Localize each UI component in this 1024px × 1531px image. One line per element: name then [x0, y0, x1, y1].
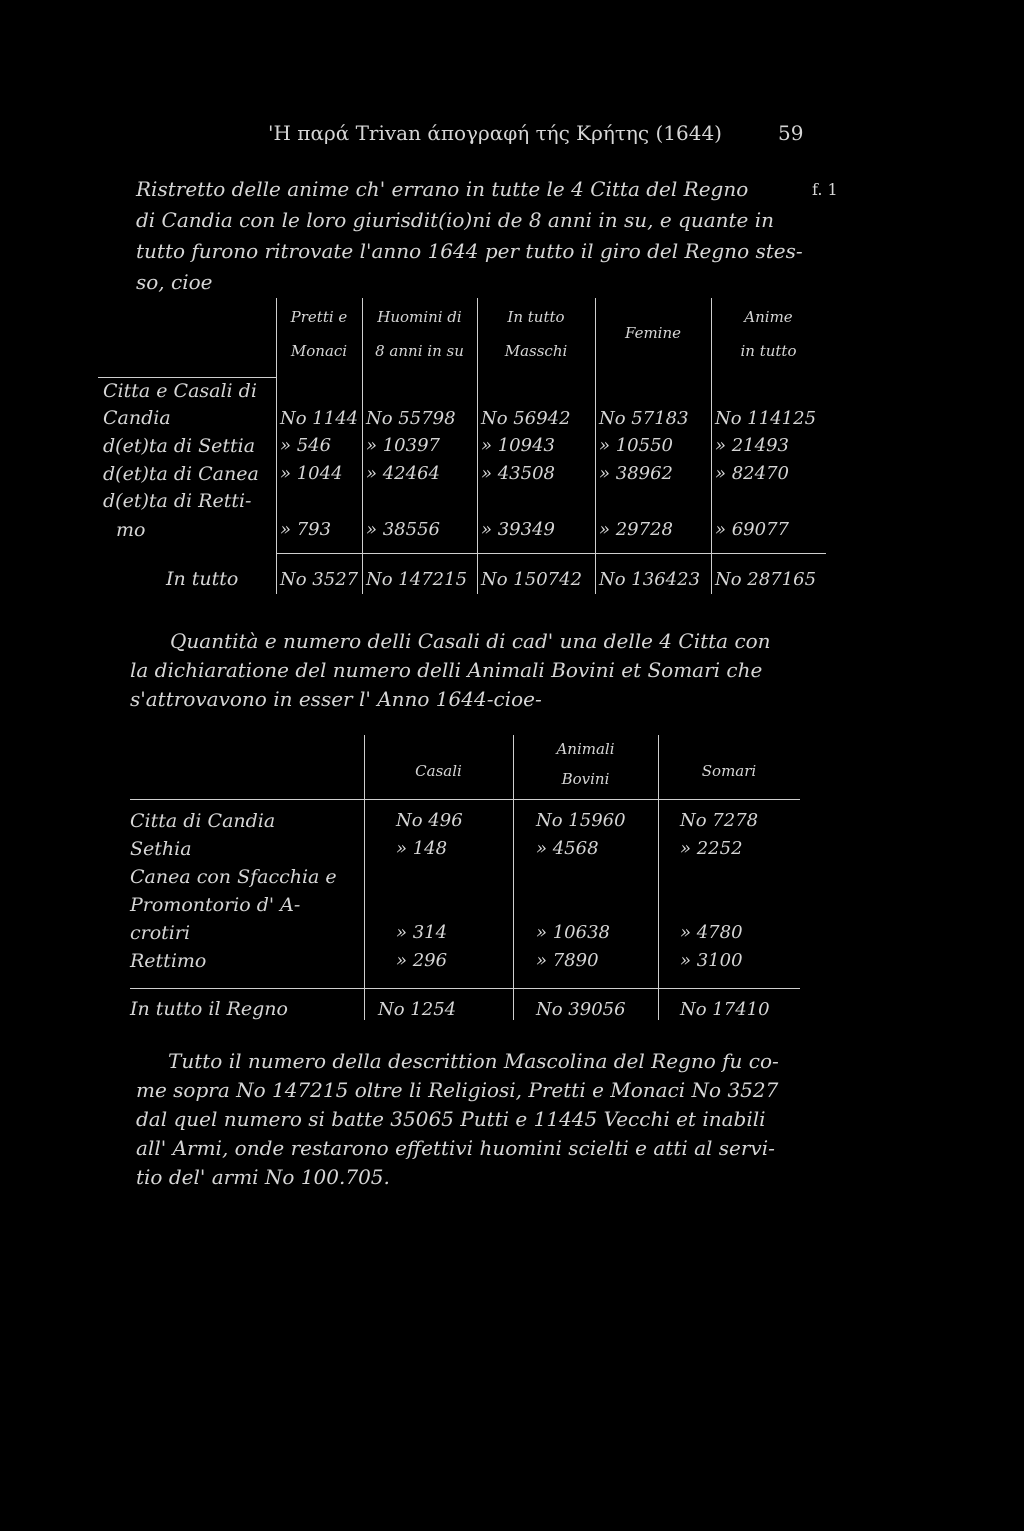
intro-line: tutto furono ritrovate l'anno 1644 per tutto il giro del Regno stes-	[136, 239, 803, 263]
table-cell: » 10550	[599, 435, 673, 456]
running-header: 'Η παρά Trivan άπογραφή τής Κρήτης (1644)	[268, 121, 722, 145]
table-cell: No 7278	[680, 810, 759, 831]
intro-line: so, cioe	[136, 270, 213, 294]
total-cell: No 287165	[715, 569, 817, 590]
row-label: crotiri	[130, 922, 191, 944]
total-cell: No 136423	[599, 569, 701, 590]
para3-line: me sopra No 147215 oltre li Religiosi, Pretti e Monaci No 3527	[136, 1078, 779, 1102]
row-label: d(et)ta di Retti-	[103, 490, 252, 512]
table-cell: » 4780	[680, 922, 743, 943]
table-cell: » 38962	[599, 463, 673, 484]
table-cell: » 314	[396, 922, 448, 943]
table-cell: » 69077	[715, 519, 789, 540]
total-label: In tutto il Regno	[130, 998, 288, 1020]
row-label: Canea con Sfacchia e	[130, 866, 337, 888]
row-label: mo	[116, 519, 146, 541]
table-cell: » 10397	[366, 435, 440, 456]
para2-line: s'attrovavono in esser l' Anno 1644-cioe-	[130, 687, 542, 711]
intro-line: Ristretto delle anime ch' errano in tutte le 4 Citta del Regno	[136, 177, 749, 201]
para3-line: tio del' armi No 100.705.	[136, 1165, 390, 1189]
col-header-huomini: Huomini di 8 anni in su	[375, 308, 464, 360]
table-cell: » 7890	[536, 950, 599, 971]
table-cell: No 15960	[536, 810, 626, 831]
col-header-casali: Casali	[415, 762, 462, 780]
col-header-in-tutto: In tutto Masschi	[504, 308, 568, 360]
row-label: Sethia	[130, 838, 192, 860]
table-cell: » 2252	[680, 838, 743, 859]
table-cell: No 56942	[481, 408, 571, 429]
para3-line: all' Armi, onde restarono effettivi huomini scielti e atti al servi-	[136, 1136, 775, 1160]
col-header-somari: Somari	[701, 762, 757, 780]
total-cell: No 147215	[366, 569, 468, 590]
table-cell: » 793	[280, 519, 332, 540]
table-cell: » 39349	[481, 519, 555, 540]
table-cell: » 10638	[536, 922, 610, 943]
row-label: Promontorio d' A-	[130, 894, 301, 916]
row-label: Candia	[103, 407, 171, 429]
table-cell: No 57183	[599, 408, 689, 429]
total-cell: No 17410	[680, 999, 770, 1020]
row-label: d(et)ta di Settia	[103, 435, 256, 457]
col-header-pretti: Pretti e Monaci	[290, 308, 348, 360]
table-cell: » 43508	[481, 463, 555, 484]
total-cell: No 39056	[536, 999, 626, 1020]
total-cell: No 1254	[378, 999, 457, 1020]
para3-line: Tutto il numero della descrittion Mascolina del Regno fu co-	[168, 1049, 779, 1073]
table-cell: » 148	[396, 838, 448, 859]
table-cell: » 546	[280, 435, 332, 456]
margin-note: f. 1	[812, 180, 838, 199]
table-cell: » 296	[396, 950, 448, 971]
table-cell: » 82470	[715, 463, 789, 484]
table-cell: No 496	[396, 810, 463, 831]
total-cell: No 150742	[481, 569, 583, 590]
row-label: d(et)ta di Canea	[103, 463, 259, 485]
para3-line: dal quel numero si batte 35065 Putti e 11445 Vecchi et inabili	[136, 1107, 766, 1131]
para2-line: la dichiaratione del numero delli Animali Bovini et Somari che	[130, 658, 763, 682]
table-cell: » 21493	[715, 435, 789, 456]
table-cell: » 29728	[599, 519, 673, 540]
col-header-anime: Anime in tutto	[740, 308, 797, 360]
col-header-animali: Animali Bovini	[556, 740, 615, 788]
table-cell: » 38556	[366, 519, 440, 540]
row-label: Citta e Casali di	[103, 380, 257, 402]
table-cell: » 42464	[366, 463, 440, 484]
total-cell: No 3527	[280, 569, 359, 590]
row-label: Citta di Candia	[130, 810, 276, 832]
page-number: 59	[778, 121, 804, 145]
table-cell: No 114125	[715, 408, 817, 429]
table-cell: » 3100	[680, 950, 743, 971]
table-cell: » 4568	[536, 838, 599, 859]
table-cell: » 10943	[481, 435, 555, 456]
total-label: In tutto	[166, 568, 239, 590]
table-cell: » 1044	[280, 463, 343, 484]
col-header-femine: Femine	[624, 324, 682, 342]
intro-line: di Candia con le loro giurisdit(io)ni de 8 anni in su, e quante in	[136, 208, 775, 232]
row-label: Rettimo	[130, 950, 207, 972]
para2-line: Quantità e numero delli Casali di cad' una delle 4 Citta con	[170, 629, 771, 653]
table-cell: No 55798	[366, 408, 456, 429]
table-cell: No 1144	[280, 408, 359, 429]
